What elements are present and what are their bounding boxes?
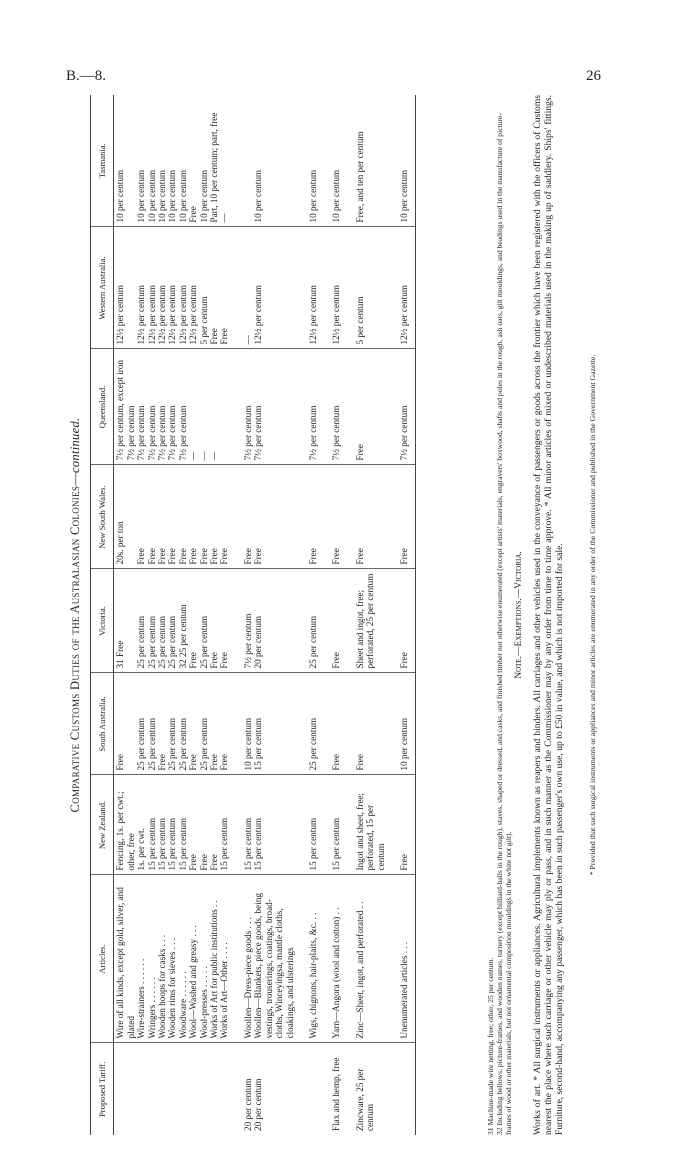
note-heading: Note.—Exemptions.—Victoria. bbox=[514, 551, 524, 679]
column-header: New South Wales. bbox=[91, 465, 114, 569]
cell-articles: Zinc—Sheet, ingot, and perforated . . bbox=[343, 875, 387, 1043]
cell-tas: 10 per centum bbox=[387, 95, 416, 227]
cell-nsw: Free Free bbox=[231, 465, 296, 569]
cell-tas: 10 per centum bbox=[319, 95, 342, 227]
cell-wa: 12½ per centum bbox=[319, 227, 342, 349]
cell-articles: Woollen—Dress-piece goods . . . Woollen—Blankets, piece goods, being vestings, trouserings, coatings, broad-cloths, Winceyingsa, mantle cloths, cloakings, and ulsterings bbox=[231, 875, 296, 1043]
cell-vic: Free bbox=[319, 569, 342, 673]
cell-wa: — 12½ per centum bbox=[231, 227, 296, 349]
cell-sa: Free bbox=[343, 673, 387, 775]
cell-tariff bbox=[114, 1043, 231, 1135]
cell-tariff: Zincware, 25 per centum bbox=[354, 1068, 376, 1131]
cell-nsw: 20s. per ton Free Free Free Free Free Free Free Free Free bbox=[114, 465, 231, 569]
column-header: South Australia. bbox=[91, 673, 114, 775]
column-header: Tasmania. bbox=[91, 95, 114, 227]
rotated-page-content bbox=[68, 95, 623, 1135]
column-header: New Zealand. bbox=[91, 775, 114, 875]
document-code: B.—8. bbox=[66, 68, 107, 84]
cell-nz: Fencing, 1s. per cwt.; other, free 1s. per cwt. 15 per centum 15 per centum 15 per centum 15 per centum Free Free Free 15 per centum bbox=[114, 775, 231, 875]
duties-table bbox=[90, 95, 416, 1135]
footnote-32: 32 Including bellows, picture-frames, and wooden names, turnery (except billiard-balls in the rough), staves, shaped or dressed, and casks, and finished timber not otherwise enumerated (except artists' materials, engravers' boxwood, shafts and poles in the rough, ash oars, gilt mouldings, and beadings used in the manufacture of picture-frames of wood or other materials, but not ornamental composition mouldings in the white not gilt). bbox=[495, 113, 513, 1135]
cell-nz: 15 per centum bbox=[319, 775, 342, 875]
cell-articles: Unenumerated articles . . . bbox=[387, 875, 416, 1043]
cell-sa: 10 per centum 15 per centum bbox=[231, 673, 296, 775]
cell-tariff: Flax and hemp, free bbox=[331, 1057, 342, 1131]
cell-nsw: Free bbox=[296, 465, 319, 569]
cell-vic: Free bbox=[387, 569, 416, 673]
cell-articles: Wigs, chignons, hair-plaits, &c. . . bbox=[296, 875, 319, 1043]
cell-wa: 12½ per centum bbox=[387, 227, 416, 349]
table-header-row bbox=[91, 95, 114, 1135]
cell-vic: 7½ per centum 20 per centum bbox=[231, 569, 296, 673]
cell-articles: Yarn—Angora (wool and cotton) . . bbox=[319, 875, 342, 1043]
cell-qld: 7½ per centum bbox=[387, 349, 416, 465]
cell-nsw: Free bbox=[343, 465, 387, 569]
note-body: Works of art. * All surgical instruments or appliances. Agricultural implements known as reapers and binders. All carriages and other vehicles used in the conveyance of passengers or goods across the frontier which have been registered with the officers of Customs nearest the place where such carriage or other vehicle may ply or pass, and in such manner as the Commissioner may by any order from time to time approve. * All minor articles of mixed or undescribed materials used in the making up of saddlery. Ships' fittings. Furniture, second-hand, accompanying any passenger, which has been in such passenger's own use, up to £50 in value, and which is not imported for sale. bbox=[532, 95, 566, 1135]
table-row bbox=[231, 95, 296, 1135]
cell-qld: 7½ per centum 7½ per centum bbox=[231, 349, 296, 465]
cell-nz: 15 per centum 15 per centum bbox=[231, 775, 296, 875]
cell-tas: 10 per centum bbox=[296, 95, 319, 227]
note-footnote: * Provided that such surgical instruments or appliances and minor articles are enumerated in any order of the Commissioner and published in the Government Gazette. bbox=[588, 354, 597, 876]
table-row bbox=[343, 95, 387, 1135]
cell-vic: 31 Free 25 per centum 25 per centum 25 per centum 25 per centum 32 25 per centum Free 25 per centum Free Free bbox=[114, 569, 231, 673]
column-header: Proposed Tariff. bbox=[91, 1043, 114, 1135]
cell-tas: Free, and ten per centum bbox=[343, 95, 387, 227]
cell-articles: Wire of all kinds, except gold, silver, and plated Wire-strainers . . . . . . Wringers . . . . . . Wooden hoops for casks . . . Wooden rims for sieves . . . Woodware . . . . . . Wool—Washed and greasy . . . Wool-presses . . . . . Works of Art for public institutions . . Works of Art—Other . . . . bbox=[114, 875, 231, 1043]
table-row bbox=[296, 95, 319, 1135]
cell-vic: 25 per centum bbox=[296, 569, 319, 673]
table-row bbox=[319, 95, 342, 1135]
page-number: 26 bbox=[586, 68, 601, 84]
column-header: Queensland. bbox=[91, 349, 114, 465]
cell-nz: Ingot and sheet, free; perforated, 15 per centum bbox=[343, 775, 387, 875]
cell-tariff bbox=[387, 1043, 416, 1135]
cell-wa: 12½ per centum bbox=[296, 227, 319, 349]
column-header: Articles. bbox=[91, 875, 114, 1043]
cell-nsw: Free bbox=[319, 465, 342, 569]
cell-qld: Free bbox=[343, 349, 387, 465]
column-header: Western Australia. bbox=[91, 227, 114, 349]
cell-qld: 7½ per centum bbox=[296, 349, 319, 465]
cell-sa: 10 per centum bbox=[387, 673, 416, 775]
cell-wa: 5 per centum bbox=[343, 227, 387, 349]
footnote-31: 31 Machine-made wire netting, free; other, 25 per centum. bbox=[486, 957, 495, 1135]
table-row bbox=[387, 95, 416, 1135]
page-title: Comparative Customs Duties of the Australasian Colonies—continued. bbox=[68, 417, 82, 813]
cell-sa: Free 25 per centum 25 per centum Free 25 per centum 25 per centum Free 25 per centum Free Free bbox=[114, 673, 231, 775]
column-header: Victoria. bbox=[91, 569, 114, 673]
cell-tas: 10 per centum bbox=[231, 95, 296, 227]
table-row bbox=[114, 95, 231, 1135]
cell-tas: 10 per centum 10 per centum 10 per centum 10 per centum 10 per centum 10 per centum Free 10 per centum Part, 10 per centum; part, free — bbox=[114, 95, 231, 227]
cell-nz: 15 per centum bbox=[296, 775, 319, 875]
cell-tariff bbox=[296, 1043, 319, 1135]
cell-nz: Free bbox=[387, 775, 416, 875]
cell-vic: Sheet and ingot, free; perforated, 25 per centum bbox=[343, 569, 387, 673]
cell-nsw: Free bbox=[387, 465, 416, 569]
cell-tariff: 20 per centum 20 per centum bbox=[242, 1078, 264, 1131]
cell-wa: 12½ per centum 12½ per centum 12½ per centum 12½ per centum 12½ per centum 12½ per centum 12½ per centum 5 per centum Free Free bbox=[114, 227, 231, 349]
cell-qld: 7½ per centum bbox=[319, 349, 342, 465]
cell-sa: Free bbox=[319, 673, 342, 775]
cell-sa: 25 per centum bbox=[296, 673, 319, 775]
cell-qld: 7½ per centum, except iron 7½ per centum 7½ per centum 7½ per centum 7½ per centum 7½ per centum 7½ per centum — — — bbox=[114, 349, 231, 465]
